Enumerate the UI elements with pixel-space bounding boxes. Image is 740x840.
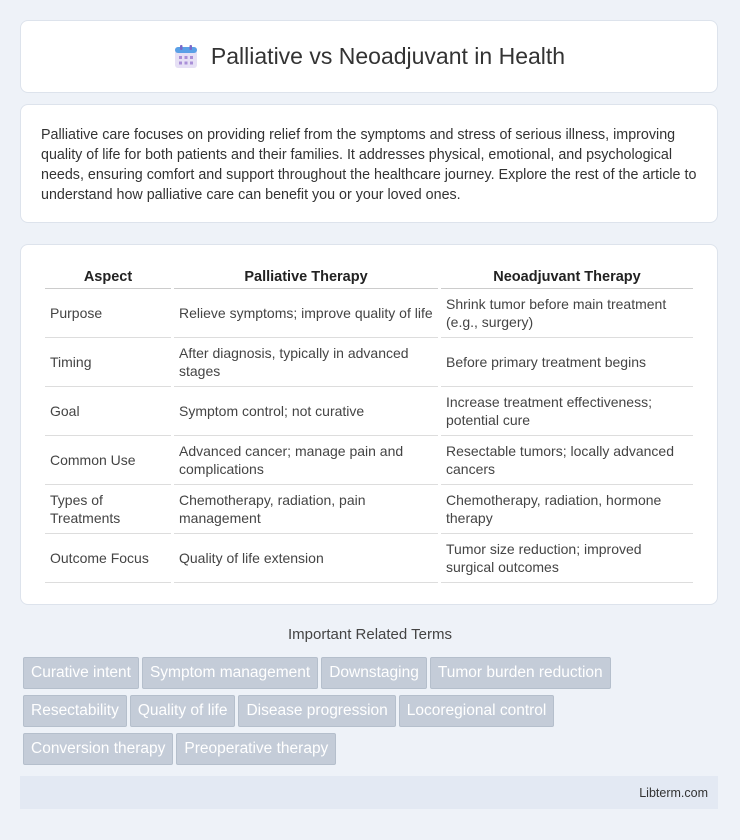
intro-card <box>20 104 718 223</box>
table-row <box>45 387 693 436</box>
footer-site-link[interactable]: Libterm.com <box>639 785 708 800</box>
footer <box>20 776 718 809</box>
table-cell: Relieve symptoms; improve quality of life <box>174 289 438 338</box>
related-term-tag[interactable]: Tumor burden reduction <box>430 657 611 689</box>
related-term-tag[interactable]: Curative intent <box>23 657 139 689</box>
comparison-table <box>42 265 696 583</box>
column-header: Aspect <box>45 265 171 289</box>
table-cell: Chemotherapy, radiation, hormone therapy <box>441 485 693 534</box>
table-cell: Outcome Focus <box>45 534 171 583</box>
table-cell: Common Use <box>45 436 171 485</box>
calendar-icon <box>173 44 199 70</box>
intro-text: Palliative care focuses on providing relief from the symptoms and stress of serious illness, improving quality of life for both patients and their families. It addresses physical, emotional, and psychological needs, ensuring comfort and support throughout the healthcare journey. Explore the rest of the article to understand how palliative care can benefit you or your loved ones. <box>41 127 697 203</box>
comparison-card <box>20 244 718 605</box>
table-row <box>45 534 693 583</box>
related-terms-title: Important Related Terms <box>288 626 452 643</box>
related-term-tag[interactable]: Symptom management <box>142 657 318 689</box>
related-term-tag[interactable]: Resectability <box>23 695 127 727</box>
column-header: Neoadjuvant Therapy <box>441 265 693 289</box>
related-term-tag[interactable]: Disease progression <box>238 695 395 727</box>
related-term-tag[interactable]: Conversion therapy <box>23 733 173 765</box>
table-cell: After diagnosis, typically in advanced stages <box>174 338 438 387</box>
column-header: Palliative Therapy <box>174 265 438 289</box>
page-title: Palliative vs Neoadjuvant in Health <box>210 43 566 69</box>
table-cell: Chemotherapy, radiation, pain management <box>174 485 438 534</box>
related-term-tag[interactable]: Quality of life <box>130 695 236 727</box>
table-cell: Tumor size reduction; improved surgical outcomes <box>441 534 693 583</box>
table-row <box>45 338 693 387</box>
table-header-row <box>45 265 693 289</box>
table-cell: Shrink tumor before main treatment (e.g., surgery) <box>441 289 693 338</box>
table-cell: Purpose <box>45 289 171 338</box>
table-cell: Advanced cancer; manage pain and complications <box>174 436 438 485</box>
table-cell: Goal <box>45 387 171 436</box>
table-row <box>45 436 693 485</box>
table-cell: Symptom control; not curative <box>174 387 438 436</box>
table-cell: Resectable tumors; locally advanced cancers <box>441 436 693 485</box>
related-term-tag[interactable]: Locoregional control <box>399 695 555 727</box>
header-card <box>20 20 718 93</box>
related-term-tag[interactable]: Preoperative therapy <box>176 733 336 765</box>
table-cell: Timing <box>45 338 171 387</box>
table-cell: Increase treatment effectiveness; potential cure <box>441 387 693 436</box>
table-cell: Types of Treatments <box>45 485 171 534</box>
table-row <box>45 289 693 338</box>
table-cell: Before primary treatment begins <box>441 338 693 387</box>
related-terms-list <box>23 657 723 771</box>
related-term-tag[interactable]: Downstaging <box>321 657 427 689</box>
table-row <box>45 485 693 534</box>
table-cell: Quality of life extension <box>174 534 438 583</box>
